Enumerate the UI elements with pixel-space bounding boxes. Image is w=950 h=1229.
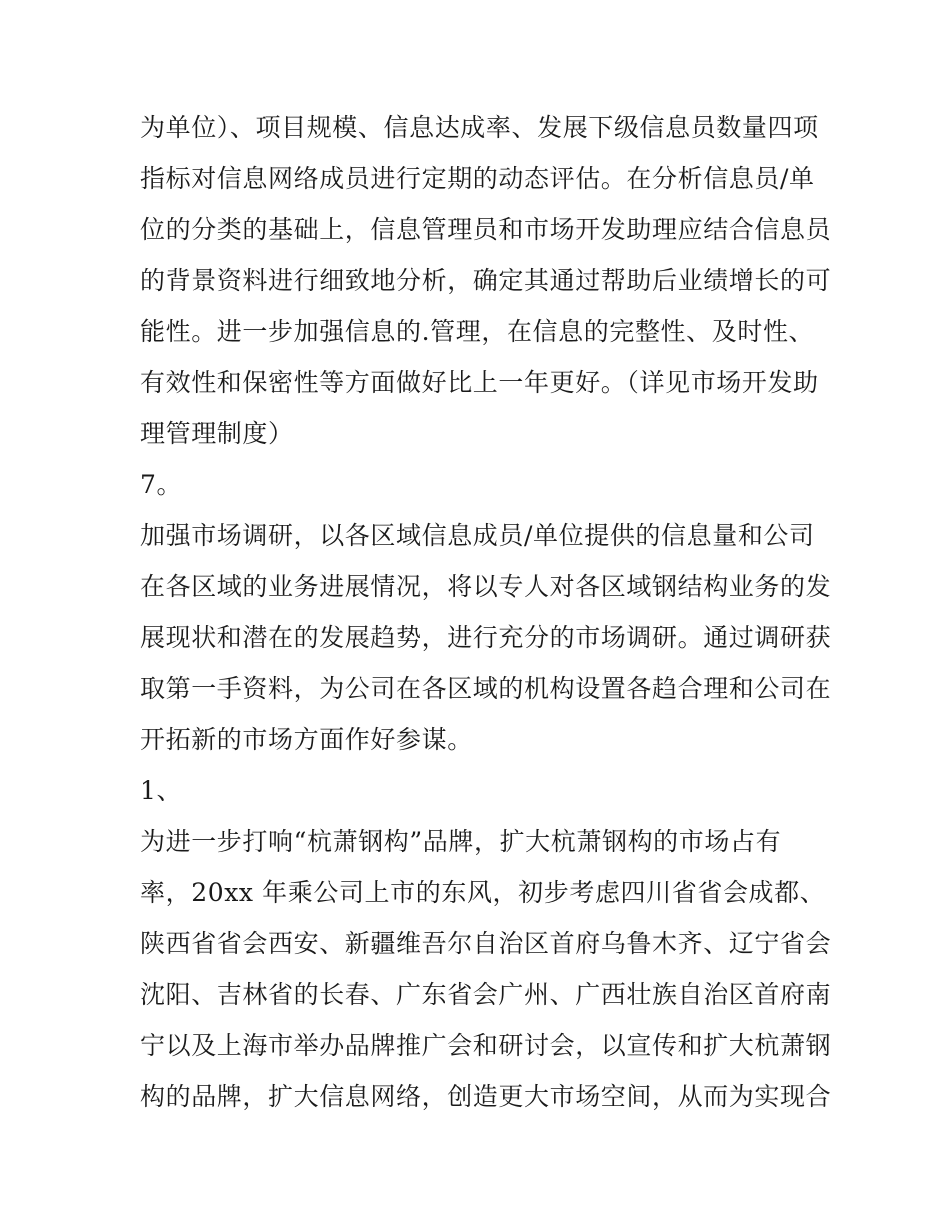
text-line: 在各区域的业务进展情况，将以专人对各区域钢结构业务的发: [140, 572, 832, 601]
text-line: 展现状和潜在的发展趋势，进行充分的市场调研。通过调研获: [140, 623, 832, 652]
text-line: 指标对信息网络成员进行定期的动态评估。在分析信息员/单: [140, 164, 815, 193]
text-line: 取第一手资料，为公司在各区域的机构设置各趋合理和公司在: [140, 674, 832, 703]
text-line: 为进一步打响“杭萧钢构”品牌，扩大杭萧钢构的市场占有: [140, 827, 782, 856]
text-line: 开拓新的市场方面作好参谋。: [140, 725, 473, 754]
text-line: 率，20xx 年乘公司上市的东风，初步考虑四川省省会成都、: [140, 878, 826, 907]
text-line: 理管理制度）: [140, 419, 294, 448]
text-line: 构的品牌，扩大信息网络，创造更大市场空间，从而为实现合: [140, 1082, 832, 1111]
text-line: 有效性和保密性等方面做好比上一年更好。（详见市场开发助: [140, 368, 819, 397]
section-number: 7。: [140, 470, 183, 499]
section-number: 1、: [140, 776, 183, 805]
text-line: 的背景资料进行细致地分析，确定其通过帮助后业绩增长的可: [140, 266, 832, 295]
text-line: 位的分类的基础上，信息管理员和市场开发助理应结合信息员: [140, 215, 832, 244]
text-line: 陕西省省会西安、新疆维吾尔自治区首府乌鲁木齐、辽宁省会: [140, 929, 832, 958]
text-line: 能性。进一步加强信息的.管理，在信息的完整性、及时性、: [140, 317, 815, 346]
text-line: 宁以及上海市举办品牌推广会和研讨会，以宣传和扩大杭萧钢: [140, 1031, 832, 1060]
text-line: 沈阳、吉林省的长春、广东省会广州、广西壮族自治区首府南: [140, 980, 832, 1009]
text-line: 为单位）、项目规模、信息达成率、发展下级信息员数量四项: [140, 113, 819, 142]
text-line: 加强市场调研，以各区域信息成员/单位提供的信息量和公司: [140, 521, 815, 550]
